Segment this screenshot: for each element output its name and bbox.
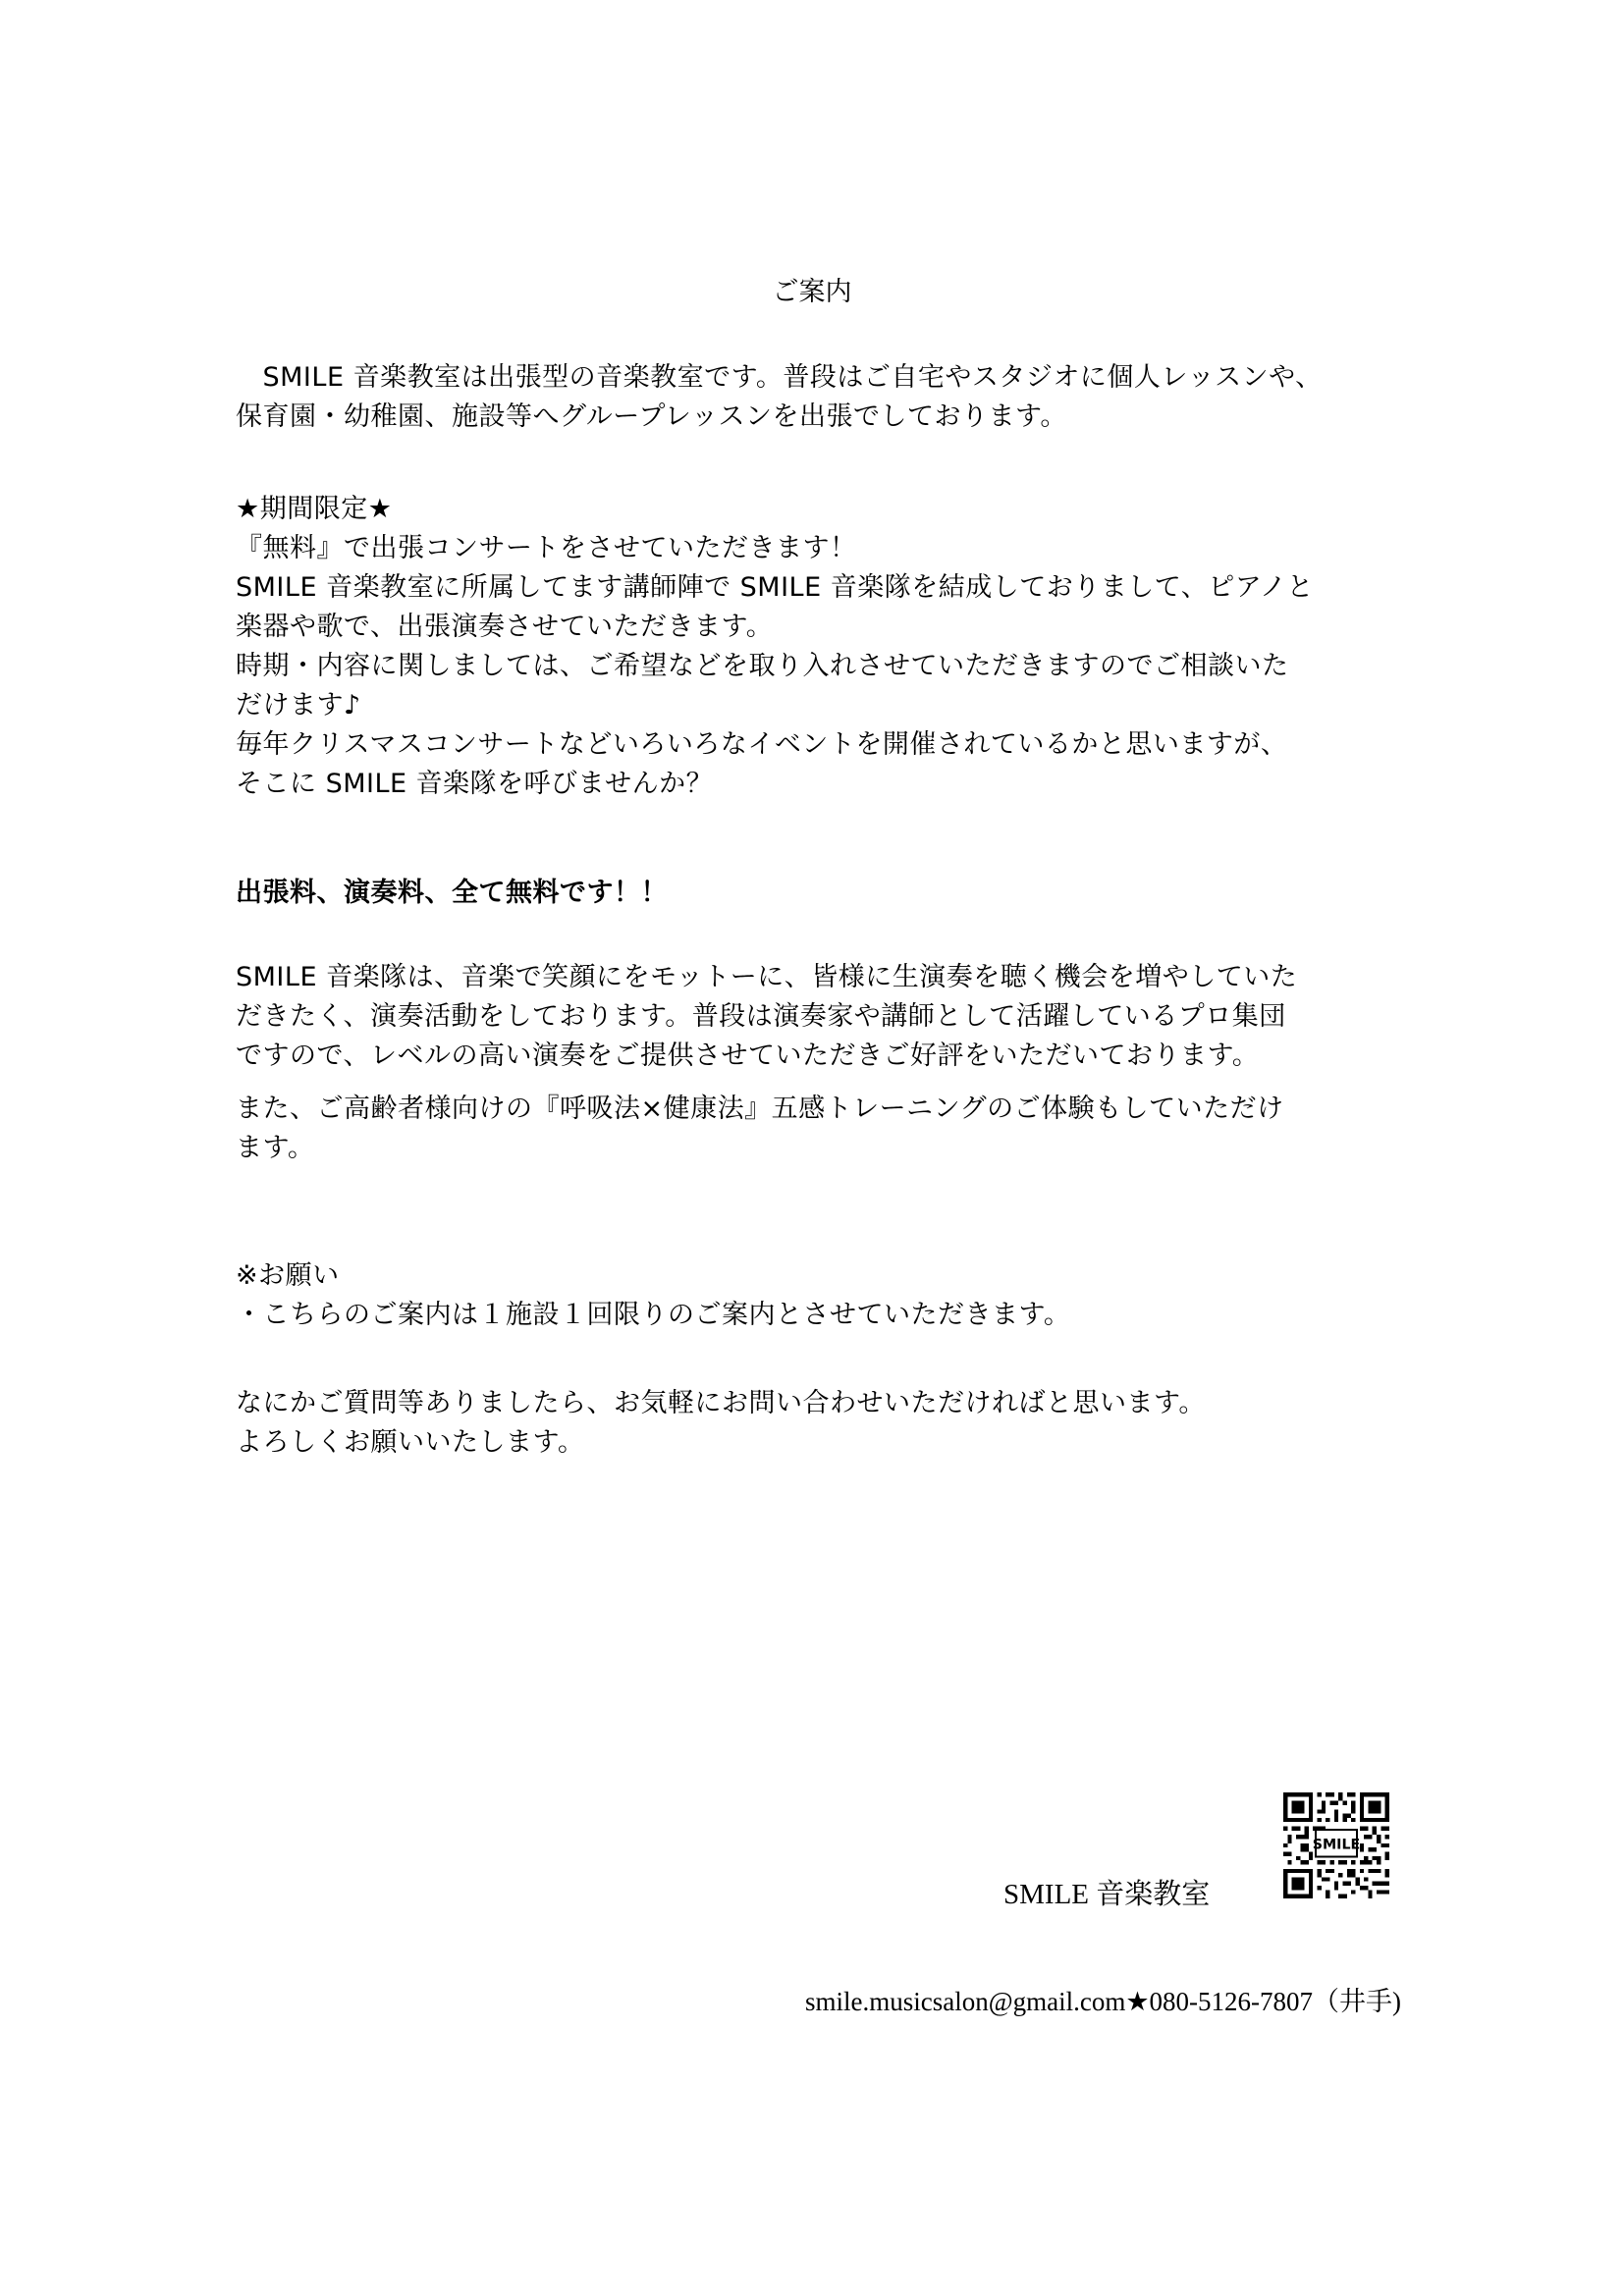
campaign-line-7: そこに SMILE 音楽隊を呼びませんか？ <box>236 769 714 799</box>
campaign-line-5: だけます♪ <box>236 690 361 721</box>
about-line-1: SMILE 音楽隊は、音楽で笑顔にをモットーに、皆様に生演奏を聴く機会を増やしていた <box>236 962 1298 992</box>
document-title: ご案内 <box>772 277 852 307</box>
intro-line-2: 保育園・幼稚園、施設等へグループレッスンを出張でしております。 <box>236 401 1067 432</box>
campaign-heading: ★期間限定★ <box>236 494 393 524</box>
about-section <box>236 958 1414 1076</box>
request-section <box>236 1256 1414 1335</box>
closing-line-2: よろしくお願いいたします。 <box>236 1427 585 1458</box>
elderly-section <box>236 1090 1414 1168</box>
free-notice: 出張料、演奏料、全て無料です！！ <box>236 878 668 908</box>
campaign-line-3: 楽器や歌で、出張演奏させていただきます。 <box>236 612 774 642</box>
about-line-3: ですので、レベルの高い演奏をご提供させていただきご好評をいただいております。 <box>236 1041 1260 1071</box>
request-line-1: ・こちらのご案内は１施設１回限りのご案内とさせていただきます。 <box>236 1300 1071 1330</box>
qr-code-icon <box>1283 1792 1389 1898</box>
closing-section <box>236 1384 1414 1463</box>
campaign-line-6: 毎年クリスマスコンサートなどいろいろなイベントを開催されているかと思いますが、 <box>236 729 1288 760</box>
intro-paragraph <box>236 358 1414 437</box>
qr-label: SMILE <box>1312 1837 1361 1853</box>
request-heading: ※お願い <box>236 1260 340 1291</box>
intro-line-1: SMILE 音楽教室は出張型の音楽教室です。普段はご自宅やスタジオに個人レッスンや、 <box>236 362 1323 393</box>
campaign-line-4: 時期・内容に関しましては、ご希望などを取り入れさせていただきますのでご相談いた <box>236 651 1289 681</box>
free-notice-section <box>236 874 1414 913</box>
elderly-line-1: また、ご高齢者様向けの『呼吸法×健康法』五感トレーニングのご体験もしていただけ <box>236 1094 1284 1124</box>
elderly-line-2: ます。 <box>236 1133 315 1163</box>
campaign-section <box>236 490 1414 804</box>
signature: SMILE 音楽教室 <box>1003 1879 1211 1910</box>
closing-line-1: なにかご質問等ありましたら、お気軽にお問い合わせいただければと思います。 <box>236 1388 1206 1418</box>
campaign-line-1: 『無料』で出張コンサートをさせていただきます！ <box>236 533 857 563</box>
campaign-line-2: SMILE 音楽教室に所属してます講師陣で SMILE 音楽隊を結成しておりまして、ピアノと <box>236 572 1315 603</box>
contact-info: smile.musicsalon@gmail.com★080-5126-7807（井手) <box>805 1987 1401 2016</box>
about-line-2: だきたく、演奏活動をしております。普段は演奏家や講師として活躍しているプロ集団 <box>236 1001 1286 1032</box>
